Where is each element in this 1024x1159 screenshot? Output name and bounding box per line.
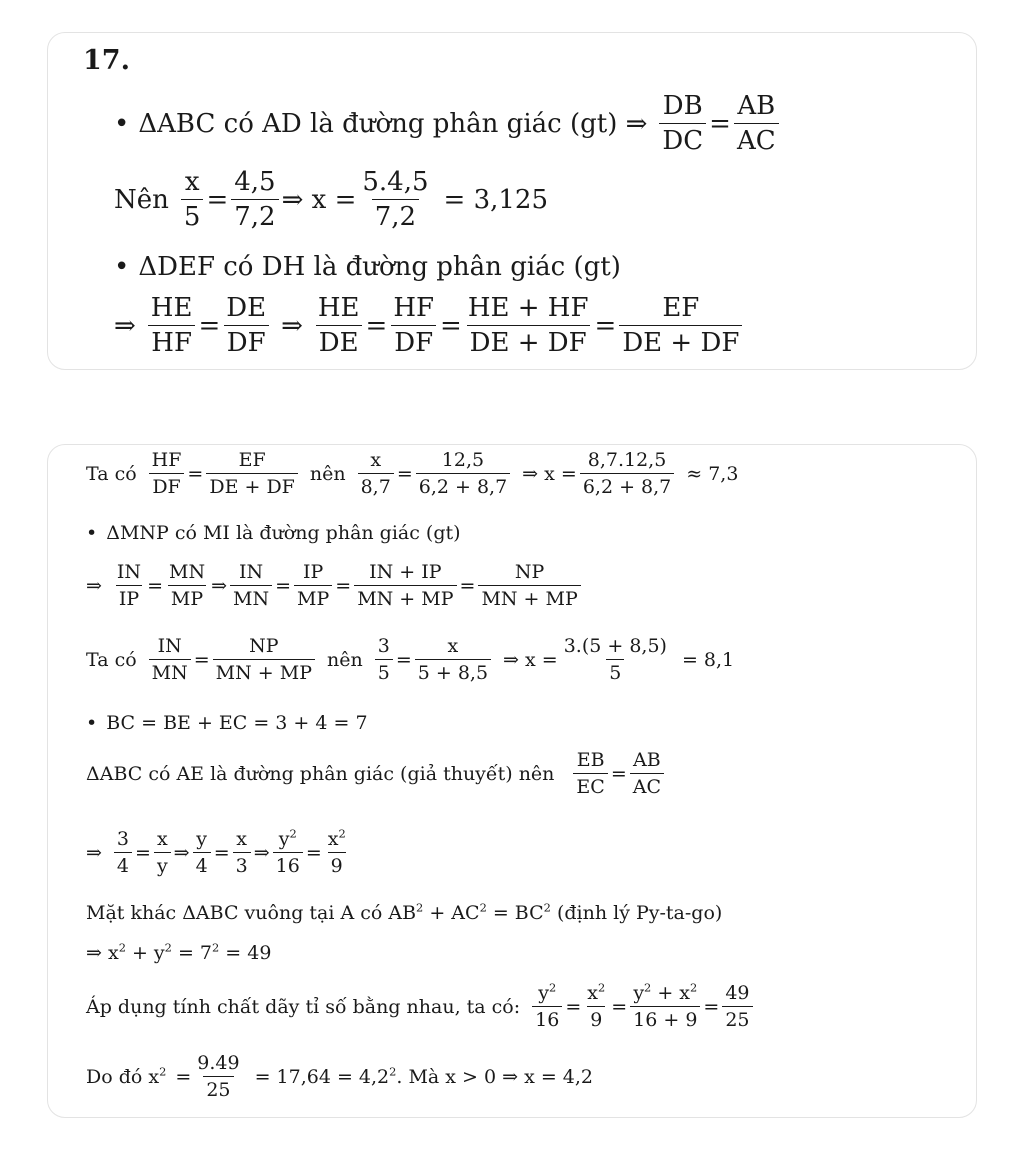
bullet: • xyxy=(86,522,98,544)
fraction: $\frac{MN}{MP}$ xyxy=(168,561,206,610)
fraction: $\frac{IN}{MN}$ xyxy=(230,562,272,610)
fraction: $\frac{4,5}{7,2}$ xyxy=(231,168,278,231)
fraction: $\frac{HF}{DF}$ xyxy=(149,450,185,498)
fraction: $\frac{IN}{IP}$ xyxy=(116,561,142,610)
fraction: $\frac{AB}{AC}$ xyxy=(630,750,664,798)
problem-number: 17. xyxy=(83,45,130,76)
fraction: $\frac{y^2 + x^2}{16 + 9}$ xyxy=(630,983,700,1031)
line-pythagoras: Mặt khác ΔABC vuông tại A có $AB^2 + AC^2 = BC^2$ (định lý Py-ta-go) xyxy=(86,900,723,924)
line-abc-bisector: • ΔABC có AD là đường phân giác (gt) ⇒ $\frac{DB}{DC}$ = $\frac{AB}{AC}$ xyxy=(114,89,782,159)
fraction: $\frac{3}{5}$ xyxy=(375,636,393,684)
fraction: $\frac{EB}{EC}$ xyxy=(573,750,607,798)
fraction: $\frac{5.4,5}{7,2}$ xyxy=(362,167,429,232)
fraction: $\frac{8,7.12,5}{6,2 + 8,7}$ xyxy=(580,450,674,498)
fraction: $\frac{IN}{MN}$ xyxy=(149,636,191,684)
bullet: • xyxy=(114,109,130,139)
bullet: • xyxy=(86,712,98,734)
solution-card-2 xyxy=(47,444,977,1118)
line-final-answer: Do đó $x^2$ = $\frac{9.49}{25}$ = $17,64 = 4,2^2$. Mà x > 0 ⇒ x = 4,2 xyxy=(86,1052,594,1101)
fraction: $\frac{HF}{DF}$ xyxy=(390,294,437,357)
fraction: $\frac{12,5}{6,2 + 8,7}$ xyxy=(416,450,510,498)
line-ratios-xy: ⇒ $\frac{3}{4}$ = $\frac{x}{y}$ ⇒ $\frac{y}{4}$ = $\frac{x}{3}$ ⇒ $\frac{y^2}{16}$ = $\frac{x^2}{9}$ xyxy=(86,825,352,881)
fraction: $\frac{x}{y}$ xyxy=(154,829,171,877)
fraction: $\frac{3}{4}$ xyxy=(114,829,132,877)
fraction: $\frac{IP}{MP}$ xyxy=(294,562,332,610)
solution-card-1 xyxy=(47,32,977,370)
line-x-calc-1: Nên $\frac{x}{5}$ = $\frac{4,5}{7,2}$ ⇒ x = $\frac{5.4,5}{7,2}$ = 3,125 xyxy=(114,167,548,232)
line-bc-sum: • BC = BE + EC = 3 + 4 = 7 xyxy=(86,712,368,734)
fraction: $\frac{HE}{HF}$ xyxy=(148,294,196,357)
line-def-bisector: • ΔDEF có DH là đường phân giác (gt) xyxy=(114,252,621,282)
line-x-calc-2: Ta có $\frac{HF}{DF}$ = $\frac{EF}{DE + DF}$ nên $\frac{x}{8,7}$ = $\frac{12,5}{6,2 + 8,7}$ ⇒ x = $\frac{8,7.12,5}{6,2 + 8,7}$ ≈ 7,3 xyxy=(86,449,739,498)
fraction: $\frac{NP}{MN + MP}$ xyxy=(213,636,315,684)
fraction: $\frac{y^2}{16}$ xyxy=(532,983,562,1031)
fraction: $\frac{NP}{MN + MP}$ xyxy=(478,562,580,610)
fraction: $\frac{DE}{DF}$ xyxy=(223,294,269,357)
fraction: $\frac{y}{4}$ xyxy=(193,829,211,877)
line-sum-squares: ⇒ $x^2 + y^2 = 7^2 = 49$ xyxy=(86,940,272,964)
line-x-calc-3: Ta có $\frac{IN}{MN}$ = $\frac{NP}{MN + MP}$ nên $\frac{3}{5}$ = $\frac{x}{5 + 8,5}$ ⇒ x = $\frac{3.(5 + 8,5)}{5}$ = 8,1 xyxy=(86,635,735,684)
fraction: $\frac{y^2}{16}$ xyxy=(273,829,303,877)
fraction: $\frac{x^2}{9}$ xyxy=(587,980,606,1031)
fraction: $\frac{DB}{DC}$ xyxy=(659,92,706,155)
fraction: $\frac{x}{5}$ xyxy=(181,168,204,231)
fraction: $\frac{3.(5 + 8,5)}{5}$ xyxy=(563,635,667,684)
line-abc-ae-bisector: ΔABC có AE là đường phân giác (giả thuyết) nên $\frac{EB}{EC}$ = $\frac{AB}{AC}$ xyxy=(86,747,667,801)
line-equal-ratios: Áp dụng tính chất dãy tỉ số bằng nhau, ta có: $\frac{y^2}{16}$ = $\frac{x^2}{9}$ = $\frac{y^2 + x^2}{16 + 9}$ = $\frac{49}{25}$ xyxy=(86,977,756,1037)
fraction: $\frac{x}{3}$ xyxy=(233,829,251,877)
fraction: $\frac{49}{25}$ xyxy=(722,983,752,1031)
line-mnp-ratios: ⇒ $\frac{IN}{IP}$ = $\frac{MN}{MP}$ ⇒ $\frac{IN}{MN}$ = $\frac{IP}{MP}$ = $\frac{IN + IP}{MN + MP}$ = $\frac{NP}{MN + MP}$ xyxy=(86,559,584,613)
fraction: $\frac{HE + HF}{DE + DF}$ xyxy=(467,293,589,358)
fraction: $\frac{AB}{AC}$ xyxy=(734,92,779,155)
fraction: $\frac{x}{5 + 8,5}$ xyxy=(415,636,491,684)
fraction: $\frac{EF}{DE + DF}$ xyxy=(206,450,298,498)
fraction: $\frac{EF}{DE + DF}$ xyxy=(619,294,742,357)
fraction: $\frac{9.49}{25}$ xyxy=(197,1052,240,1101)
bullet: • xyxy=(114,252,130,282)
fraction: $\frac{IN + IP}{MN + MP}$ xyxy=(354,562,456,610)
line-def-ratios: ⇒ $\frac{HE}{HF}$ = $\frac{DE}{DF}$ ⇒ $\frac{HE}{DE}$ = $\frac{HF}{DF}$ = $\frac{HE + HF}{DE + DF}$ = $\frac{EF}{DE + DF}$ xyxy=(114,291,745,361)
fraction: $\frac{HE}{DE}$ xyxy=(315,294,363,357)
line-mnp-bisector: • ΔMNP có MI là đường phân giác (gt) xyxy=(86,522,461,544)
fraction: $\frac{x^2}{9}$ xyxy=(327,826,346,877)
fraction: $\frac{x}{8,7}$ xyxy=(358,450,394,498)
